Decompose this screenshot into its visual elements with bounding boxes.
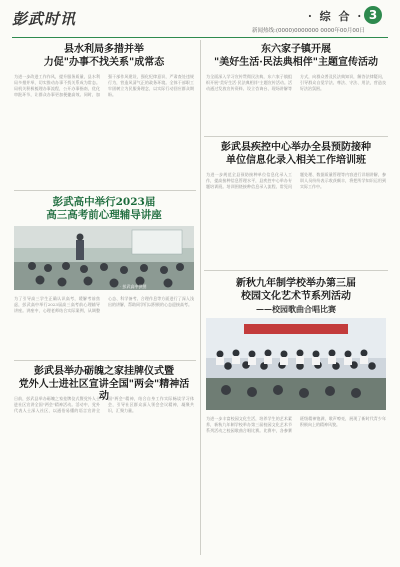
article-6-subheadline: 党外人士进社区宣讲全国"两会"精神活动 [18,379,190,402]
article-5-subheadline: 校园文化艺术节系列活动 [241,291,351,302]
choir-photo [206,318,386,410]
article-1-body: 为进一步改进工作作风，提升服务质量，县水利局多措并举，切实推动办事不找关系成为常态。局机关积极梳理办事流程，公开办事指南，优化审批环节，让群众办事更加便捷高效。同时，加强干部作风建设，强化纪律意识，严肃查处违规行为，营造风清气正的政务环境。全体干部职工牢固树立为民服务理念，以实际行动回应群众期盼。 [14,74,194,97]
photo-caption: · 彭武高中供图 [120,284,147,289]
article-divider [14,190,196,191]
article-3-subheadline: 单位信息化录入相关工作培训班 [226,155,366,166]
dateline: 新闻热线:(0000)0000000 0000年00月00日 [252,28,365,34]
column-divider [200,40,201,555]
masthead-rule [12,37,388,38]
article-5-tagline: ——校园歌曲合唱比赛 [256,304,336,314]
article-divider [204,270,388,271]
article-3-body: 为进一步规范全县预防接种单位信息化录入工作，提高接种信息管理水平，县疾控中心举办专题培训班。培训围绕接种信息录入流程、常见问题处理、数据质量管理等内容进行详细讲解，参训人员纷纷表示收获颇丰，将把所学知识运用到实际工作中。 [206,172,386,189]
article-divider [14,360,196,361]
section-label: · 综 合 · [308,10,364,23]
article-2-subheadline: "美好生活·民法典相伴"主题宣传活动 [214,57,378,68]
article-4-subheadline: 高三高考前心理辅导讲座 [46,209,162,221]
masthead [12,6,388,36]
article-4-body: 为了引导高三学生正确认识高考，缓解考前焦虑，彭武高中举行2023届高三高考前心理辅导讲座。讲座中，心理老师结合实际案例，从调整心态、科学备考、合理作息等方面进行了深入浅出的讲解，帮助同学们以积极的心态迎接高考。 [14,296,194,313]
article-6-headline: 彭武县举办砺魄之家挂牌仪式暨 [34,366,174,377]
article-divider [204,136,388,137]
article-1-headline: 县水利局多措并举 [64,44,144,55]
article-4-headline: 彭武高中举行2023届 [52,196,156,208]
newspaper-logo: 彭武时讯 [12,10,77,28]
lecture-photo [14,226,194,290]
article-1-subheadline: 力促"办事不找关系"成常态 [43,57,165,68]
page-number-badge: 3 [364,6,382,24]
article-3-headline: 彭武县疾控中心举办全县预防接种 [221,142,371,153]
article-5-headline: 新秋九年制学校举办第三届 [236,278,356,289]
article-2-headline: 东六家子镇开展 [261,44,331,55]
article-2-body: 为全面深入学习宣传贯彻民法典，东六家子镇组织开展"美好生活·民法典相伴"主题宣传活动。活动通过发放宣传资料、设立咨询台、现场讲解等方式，向群众普及民法典知识，解答法律疑问，引导群众自觉学法、尊法、守法、用法，营造良好法治氛围。 [206,74,386,91]
article-6-body: 日前，彭武县举办砺魄之家挂牌仪式暨党外人士进社区宣讲全国"两会"精神活动。活动中，党外代表人士深入社区，以通俗易懂的语言宣讲全国"两会"精神，结合自身工作实际畅谈学习体会，引导社区群众深入领会会议精神，凝聚共识，汇聚力量。 [14,396,194,413]
choir-photo-illustration [206,318,386,410]
article-5-body: 为进一步丰富校园文化生活，培养学生的艺术素养，新秋九年制学校举办第三届校园文化艺术节系列活动之校园歌曲合唱比赛。比赛中，各参赛班级精神饱满，歌声嘹亮，展现了新时代青少年积极向上的精神风貌。 [206,416,386,433]
lecture-photo-illustration [14,226,194,290]
